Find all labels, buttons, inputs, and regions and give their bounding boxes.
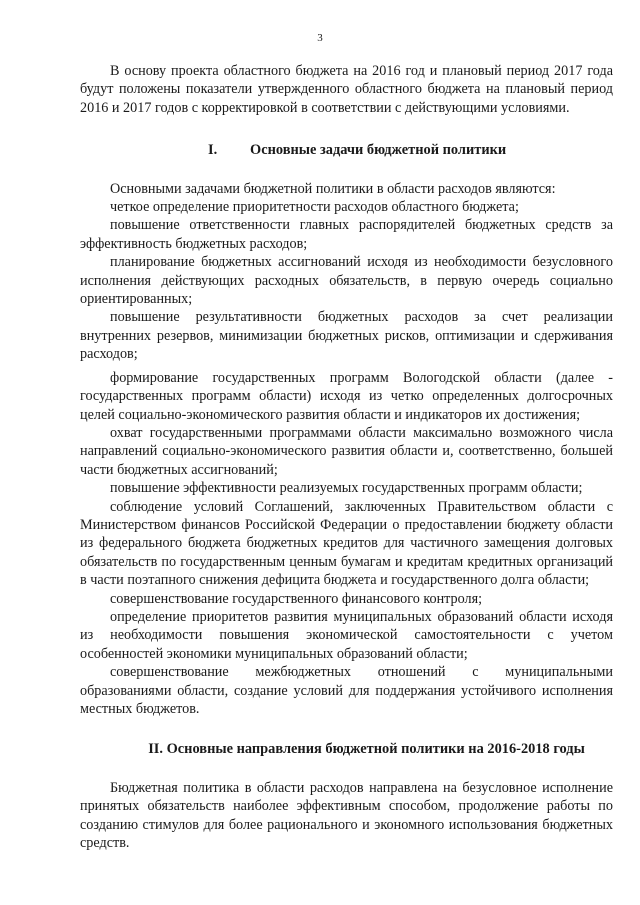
section-2-heading [80,740,613,758]
task-item: совершенствование межбюджетных отношений с муниципальными образованиями области, создание условий для поддержания устойчивого исполнения местных бюджетов. [80,664,613,717]
section-2-paragraph: Бюджетная политика в области расходов направлена на безусловное исполнение принятых обязательств наиболее эффективным способом, продолжение работы по созданию стимулов для более рационального и экономного использования бюджетных средств. [80,779,613,852]
task-item: формирование государственных программ Вологодской области (далее - государственных программ области) исходя из четко определенных долгосрочных целей социально-экономического развития области и индикаторов их достижения; [80,369,613,423]
section-1-title: Основные задачи бюджетной политики [250,142,507,159]
section-1-number: I. [208,142,218,159]
document-content [80,62,613,852]
section-1-heading [80,141,613,159]
section-2-title: II. Основные направления бюджетной политики на 2016-2018 годы [148,741,585,758]
task-item: соблюдение условий Соглашений, заключенных Правительством области с Министерством финансов Российской Федерации о предоставлении бюджету области из федерального бюджета бюджетных кредитов для частичного замещения долговых обязательств по государственным ценным бумагам и кредитам кредитных организаций в части поэтапного снижения дефицита бюджета и государственного долга области; [80,498,613,589]
task-item: совершенствование государственного финансового контроля; [110,590,483,607]
tasks-lead: Основными задачами бюджетной политики в области расходов являются: [110,180,556,197]
task-item: охват государственными программами области максимально возможного числа направлений социально-экономического развития области и, соответственно, большей части бюджетных ассигнований; [80,424,613,478]
task-item: повышение ответственности главных распорядителей бюджетных средств за эффективность бюджетных расходов; [80,217,613,252]
task-item: повышение результативности бюджетных расходов за счет реализации внутренних резервов, минимизации бюджетных рисков, оптимизации и сдерживания расходов; [80,309,613,363]
task-item: планирование бюджетных ассигнований исходя из необходимости безусловного исполнения действующих расходных обязательств, в первую очередь социально ориентированных; [80,254,613,308]
task-item: четкое определение приоритетности расходов областного бюджета; [110,199,519,216]
task-item: определение приоритетов развития муниципальных образований области исходя из необходимости повышения экономической самостоятельности с учетом особенностей экономики муниципальных образований области; [80,608,613,662]
page-number: 3 [317,32,323,44]
intro-paragraph: В основу проекта областного бюджета на 2016 год и плановый период 2017 года будут положены показатели утвержденного областного бюджета на плановый период 2016 и 2017 годов с корректировкой в соответствии с действующими условиями. [80,63,613,116]
task-item: повышение эффективности реализуемых государственных программ области; [110,480,583,497]
